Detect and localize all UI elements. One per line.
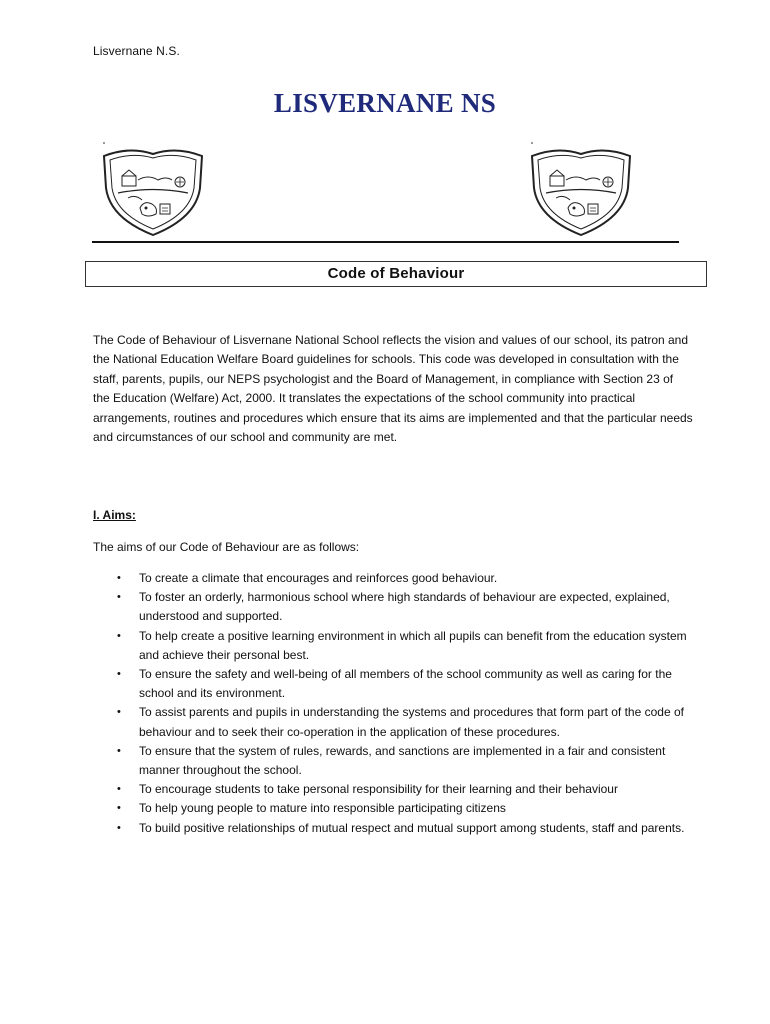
document-title: Code of Behaviour (85, 261, 707, 287)
school-crest-left (100, 138, 206, 238)
list-item (93, 703, 693, 741)
list-item (93, 819, 693, 838)
list-item (93, 742, 693, 780)
list-item (93, 780, 693, 799)
school-crest-right (528, 138, 634, 238)
aim-text: To create a climate that encourages and reinforces good behaviour. (139, 571, 498, 585)
aim-text: To ensure that the system of rules, rewards, and sanctions are implemented in a fair and consistent manner throughout the school. (139, 743, 666, 778)
aims-list (93, 569, 693, 838)
bullet-icon: • (117, 802, 121, 815)
bullet-icon: • (117, 629, 121, 642)
school-crest-icon (100, 138, 206, 238)
aim-text: To assist parents and pupils in understanding the systems and procedures that form part of the code of behaviour and to seek their co-operation in the application of these procedures. (139, 705, 684, 739)
bullet-icon: • (117, 572, 121, 584)
aims-intro: The aims of our Code of Behaviour are as follows: (93, 540, 360, 554)
list-item (93, 627, 693, 665)
aim-text: To build positive relationships of mutual respect and mutual support among students, staff and parents. (139, 820, 685, 835)
aim-text: To ensure the safety and well-being of all members of the school community as well as caring for the school and its environment. (139, 667, 672, 701)
bullet-icon: • (117, 706, 121, 719)
bullet-icon: • (117, 783, 121, 796)
header-divider (92, 241, 679, 243)
aim-text: To help young people to mature into responsible participating citizens (139, 801, 506, 816)
aim-text: To foster an orderly, harmonious school where high standards of behaviour are expected, explained, understood and supported. (139, 590, 670, 624)
aim-text: To help create a positive learning environment in which all pupils can benefit from the education system and achieve their personal best. (139, 628, 687, 662)
running-header: Lisvernane N.S. (93, 44, 180, 58)
list-item (93, 588, 693, 626)
school-title: LISVERNANE NS (273, 88, 497, 118)
aim-text: To encourage students to take personal responsibility for their learning and their behaviour (139, 782, 618, 797)
bullet-icon: • (117, 591, 121, 604)
bullet-icon: • (117, 821, 121, 834)
list-item (93, 799, 693, 818)
bullet-icon: • (117, 744, 121, 757)
aims-heading: I. Aims: (93, 508, 136, 522)
list-item (93, 665, 693, 703)
bullet-icon: • (117, 668, 121, 681)
list-item (93, 569, 693, 588)
school-crest-icon (528, 138, 634, 238)
intro-paragraph: The Code of Behaviour of Lisvernane National School reflects the vision and values of our school, its patron and the National Education Welfare Board guidelines for schools. This code was developed in consultation with the staff, parents, pupils, our NEPS psychologist and the Board of Management, in compliance with Section 23 of the Education (Welfare) Act, 2000. It translates the expectations of the school community into practical arrangements, routines and procedures which ensure that its aims are implemented and that the particular needs and circumstances of our school and community are met. (93, 333, 693, 445)
